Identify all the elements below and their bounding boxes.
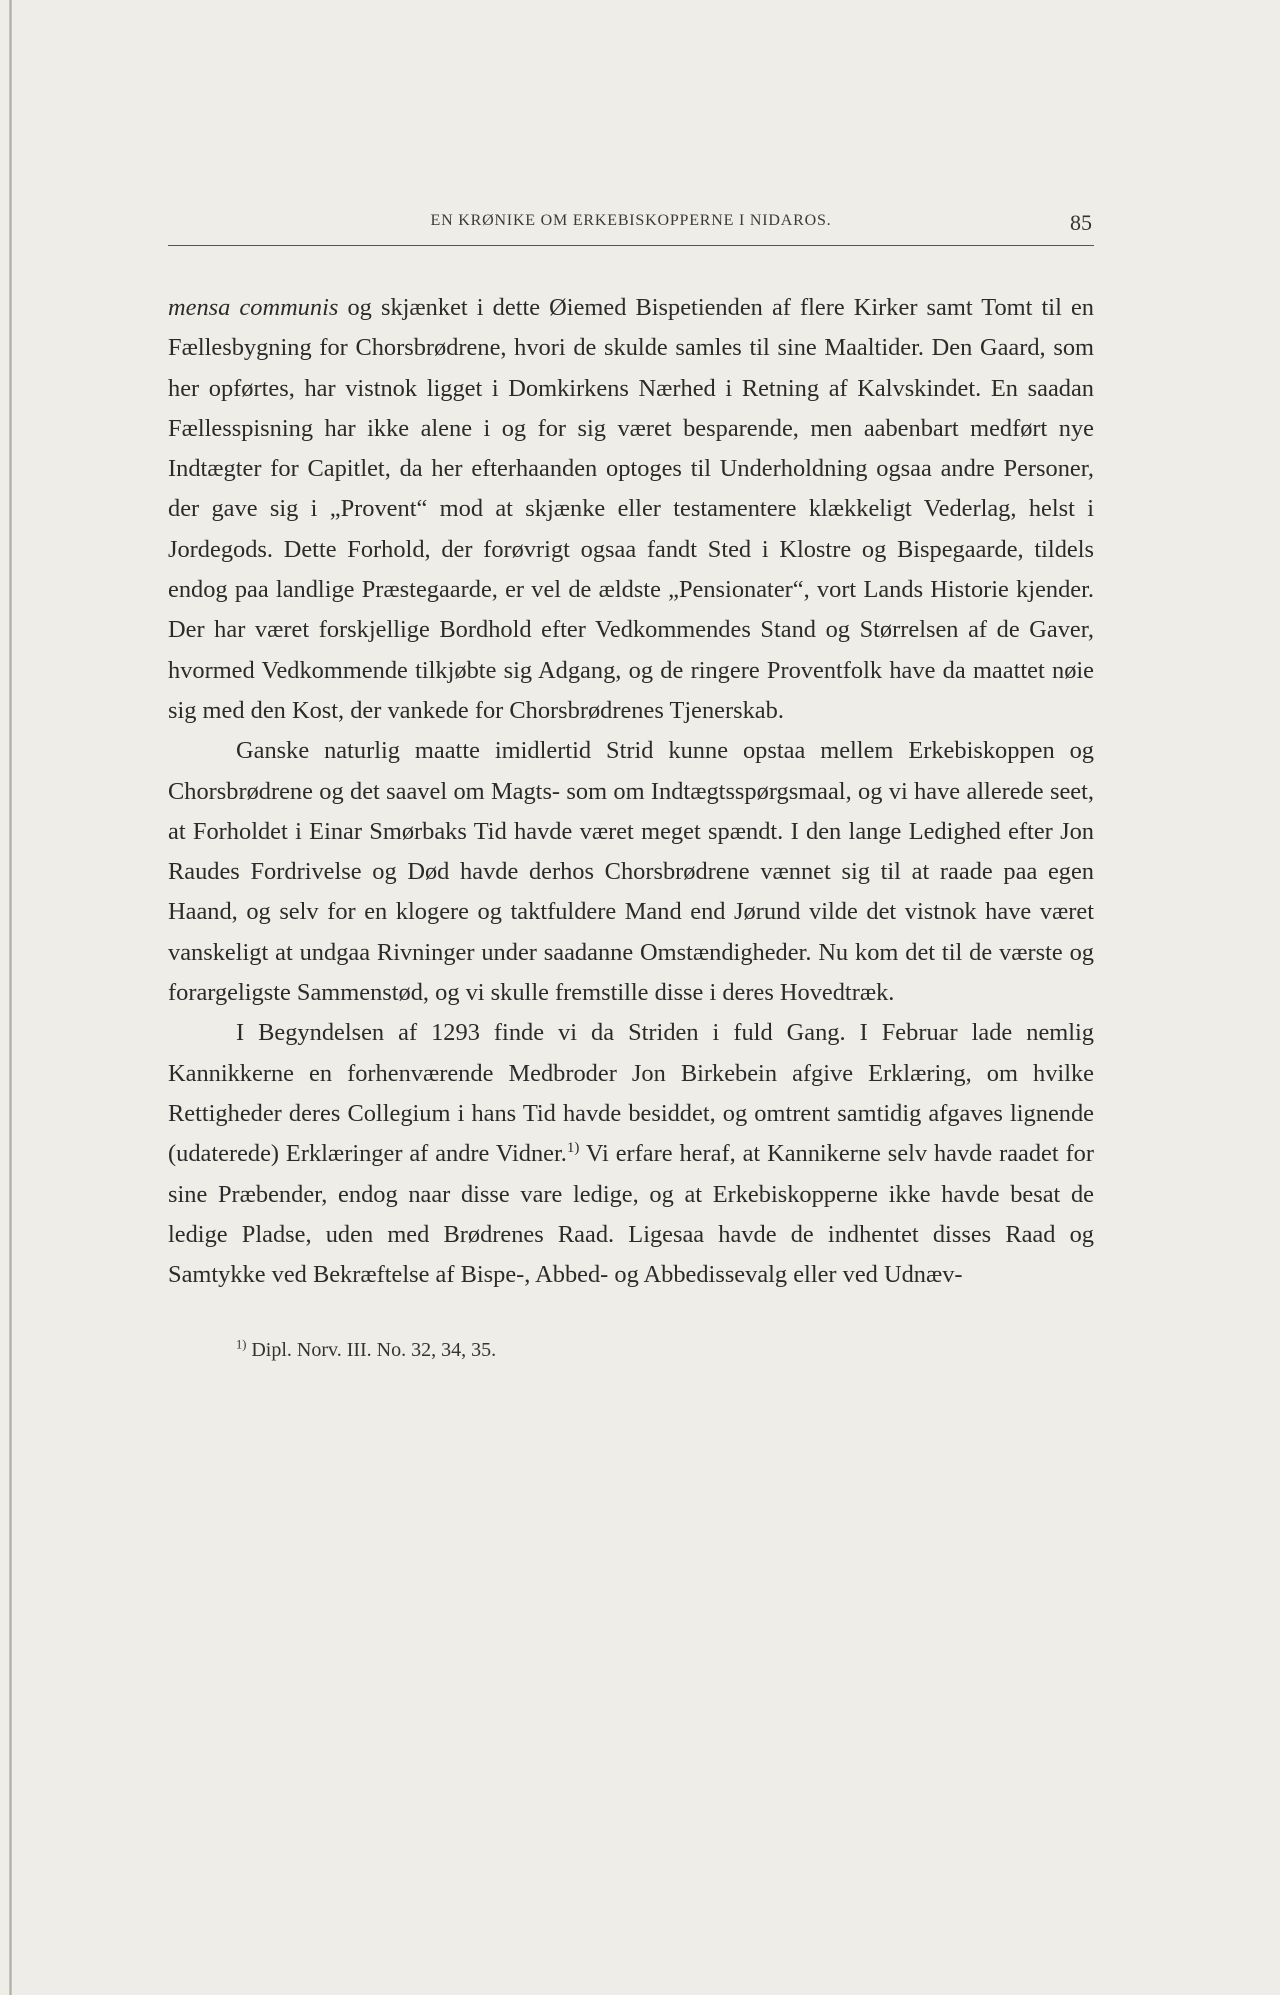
- body-text: [168, 288, 1094, 1295]
- paragraph-3-text-a: I Begyndelsen af 1293 finde vi da Striden i fuld Gang. I Februar lade nemlig Kannikkerne en forhenværende Medbroder Jon Birkebein afgive Erklæring, om hvilke Rettigheder deres Collegium i hans Tid havde besiddet, og omtrent samtidig afgaves lignende (udaterede) Erklæringer af andre Vidner.: [168, 1019, 1094, 1168]
- paragraph-3-text-b: Vi erfare heraf, at Kannikerne selv havde raadet for sine Præbender, endog naar disse vare ledige, og at Erkebiskopperne ikke havde besat de ledige Pladse, uden med Brødrenes Raad. Ligesaa havde de indhentet disses Raad og Samtykke ved Bekræftelse af Bispe-, Abbed- og Abbedissevalg eller ved Udnæv-: [168, 1140, 1095, 1289]
- footnote-text: Dipl. Norv. III. No. 32, 34, 35.: [246, 1339, 497, 1362]
- paragraph-2: Ganske naturlig maatte imidlertid Strid kunne opstaa mellem Erkebiskoppen og Chorsbrødrene og det saavel om Magts- som om Indtægtsspørgsmaal, og vi have allerede seet, at Forholdet i Einar Smørbaks Tid havde været meget spændt. I den lange Ledighed efter Jon Raudes Fordrivelse og Død havde derhos Chorsbrødrene vænnet sig til at raade paa egen Haand, og selv for en klogere og taktfuldere Mand end Jørund vilde det vistnok have været vanskeligt at undgaa Rivninger under saadanne Omstændigheder. Nu kom det til de værste og forargeligste Sammenstød, og vi skulle fremstille disse i deres Hovedtræk.: [168, 737, 1094, 1007]
- footnote: [168, 1339, 1094, 1362]
- paragraph-1: [168, 288, 1094, 731]
- page-number: 85: [1070, 210, 1092, 235]
- paragraph-1-text: og skjænket i dette Øiemed Bispetienden af flere Kirker samt Tomt til en Fællesbygning for Chorsbrødrene, hvori de skulde samles til sine Maaltider. Den Gaard, som her opførtes, har vistnok ligget i Domkirkens Nærhed i Retning af Kalvskindet. En saadan Fællesspisning har ikke alene i og for sig været besparende, men aabenbart medført nye Indtægter for Capitlet, da her efterhaanden optoges til Underholdning ogsaa andre Personer, der gave sig i „Provent“ mod at skjænke eller testamentere klækkeligt Vederlag, helst i Jordegods. Dette Forhold, der forøvrigt ogsaa fandt Sted i Klostre og Bispegaarde, tildels endog paa landlige Præstegaarde, er vel de ældste „Pensionater“, vort Lands Historie kjender. Der har været forskjellige Bordhold efter Vedkommendes Stand og Størrelsen af de Gaver, hvormed Vedkommende tilkjøbte sig Adgang, og de ringere Proventfolk have da maattet nøie sig med den Kost, der vankede for Chorsbrødrenes Tjenerskab.: [168, 294, 1094, 724]
- book-page: [168, 205, 1094, 1362]
- running-head: EN KRØNIKE OM ERKEBISKOPPERNE I NIDAROS.: [430, 212, 832, 229]
- paragraph-3: [168, 1013, 1094, 1295]
- latin-phrase: mensa communis: [168, 294, 339, 321]
- footnote-marker: 1): [236, 1337, 247, 1352]
- book-spine-edge: [9, 0, 12, 1995]
- page-header: [168, 205, 1094, 246]
- footnote-reference: 1): [566, 1140, 580, 1157]
